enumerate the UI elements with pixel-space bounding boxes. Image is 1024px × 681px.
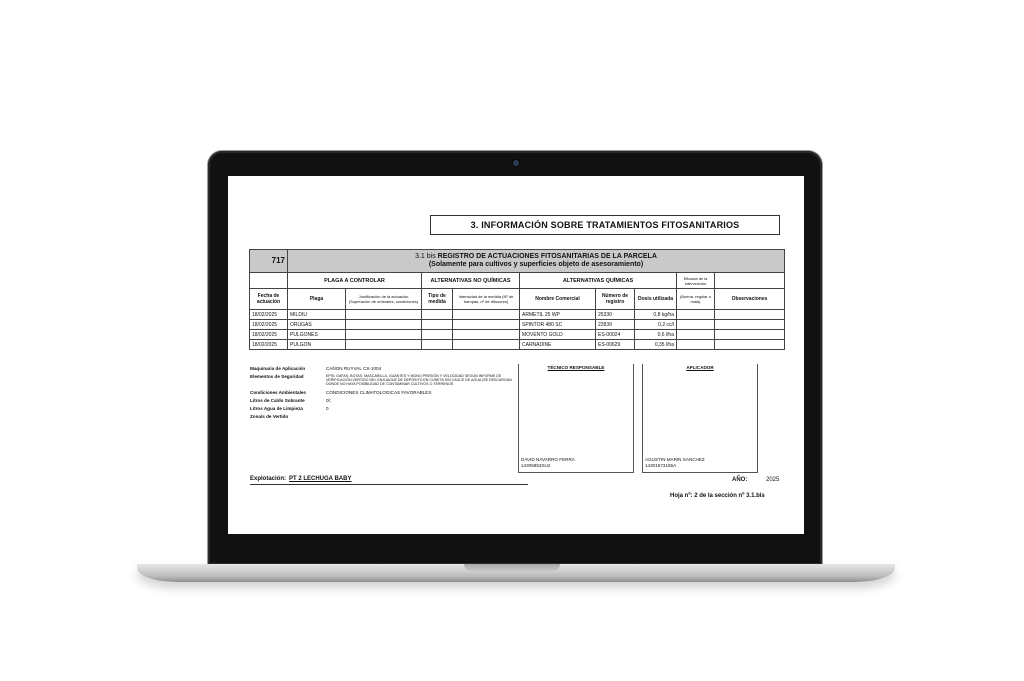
aplicador-name: AGUSTIN MARIN SANCHEZ: [645, 457, 705, 462]
anio-value: 2025: [766, 477, 780, 483]
cell-dosis: 0,6 l/ha: [635, 330, 677, 340]
header-line-2: (Solamente para cultivos y superficies objeto de asesoramiento): [428, 261, 644, 268]
cell-registro: ES-00024: [596, 330, 635, 340]
treatments-table: [249, 249, 785, 350]
table-row: [250, 340, 785, 350]
cell-registro: ES-00629: [596, 340, 635, 350]
page-section-info: Hoja nº: 2 de la sección nº 3.1.bis: [670, 493, 765, 499]
limpieza-value: 0: [326, 405, 329, 411]
cell-producto: CARNADINE: [520, 340, 596, 350]
section-eficacia: Eficacia de la intervención: [677, 273, 715, 289]
explotacion-underline: [250, 484, 528, 485]
cell-registro: 22839: [596, 320, 635, 330]
section-alternativas-no-quimicas: ALTERNATIVAS NO QUÍMICAS: [422, 273, 520, 289]
column-header-row: [250, 289, 785, 310]
limpieza-label: Litros Agua de Limpieza: [250, 405, 303, 411]
section-plaga: PLAGA A CONTROLAR: [288, 273, 422, 289]
record-number: 717: [250, 250, 288, 273]
seguridad-label: Elementos de Seguridad: [250, 374, 304, 379]
maquinaria-value: CAÑON RUYVAL CS-1004: [326, 366, 382, 371]
caldo-value: 0l;: [326, 397, 331, 403]
header-prefix: 3.1 bis: [415, 253, 436, 260]
aplicador-signature-box: [642, 364, 758, 473]
cell-dosis: 0,2 cc/l: [635, 320, 677, 330]
anio-label: AÑO:: [732, 477, 748, 483]
aplicador-title: APLICADOR: [686, 365, 714, 370]
condiciones-value: CONDICIONES CLIMATOLOGICAS FAVORABLES: [326, 389, 432, 395]
laptop-opening-notch: [464, 564, 560, 571]
explotacion: [250, 476, 351, 482]
phytosanitary-record-document: [228, 176, 804, 534]
header-line-1: REGISTRO DE ACTUACIONES FITOSANITARIAS DE LA PARCELA: [437, 253, 657, 260]
tecnico-title: TÉCNICO RESPONSABLE: [547, 365, 605, 370]
tecnico-name: DAVID NAVARRO FERRA: [521, 457, 575, 462]
cell-fecha: 18/02/2025: [250, 310, 288, 320]
cell-producto: ARMETIL 25 WP: [520, 310, 596, 320]
caldo-label: Litros de Caldo Sobrante: [250, 397, 305, 403]
explotacion-value: PT 2 LECHUGA BABY: [289, 476, 352, 482]
cell-dosis: 0,8 kg/ha: [635, 310, 677, 320]
explotacion-label: Explotación:: [250, 476, 287, 482]
col-observaciones: Observaciones: [715, 289, 785, 310]
cell-plaga: PULGON: [288, 340, 346, 350]
cell-fecha: 18/02/2025: [250, 330, 288, 340]
application-info: [250, 366, 520, 422]
seguridad-value: EPIS: GAFAS, BOTAS, MASCARILLA, GUANTES Y MONO PRESIÓN Y VELOCIDAD SEGÚN INFORME DE VERIFICACIÓN VERTIDO DEL ENJUAGUE DE DEPÓSITO EN CUNETA SIN CAUCE DE AGUA (SE DESCARGAN DONDE NO HAYA POSIBILIDAD DE CONTAMINAR CULTIVOS O TERRENOS: [326, 374, 512, 387]
col-numero-registro: Número de registro: [596, 289, 635, 310]
cell-fecha: 18/02/2025: [250, 320, 288, 330]
cell-dosis: 0,35 l/ha: [635, 340, 677, 350]
tecnico-signature-box: [518, 364, 634, 473]
tecnico-id: 14305853SU2: [521, 462, 551, 468]
table-header-row: [250, 250, 785, 273]
table-row: [250, 330, 785, 340]
section-alternativas-quimicas: ALTERNATIVAS QUÍMICAS: [520, 273, 677, 289]
cell-plaga: MILDIU: [288, 310, 346, 320]
cell-producto: MOVENTO GOLD: [520, 330, 596, 340]
document-title: 3. INFORMACIÓN SOBRE TRATAMIENTOS FITOSANITARIOS: [430, 215, 780, 235]
laptop-screen: [228, 176, 804, 534]
vertido-label: Zona/s de Vertido: [250, 413, 289, 419]
col-plaga: Plaga: [288, 289, 346, 310]
cell-fecha: 18/02/2025: [250, 340, 288, 350]
col-nombre-comercial: Nombre Comercial: [520, 289, 596, 310]
condiciones-label: Condiciones Ambientales: [250, 389, 306, 395]
cell-producto: SPINTOR 480 SC: [520, 320, 596, 330]
table-row: [250, 310, 785, 320]
table-row: [250, 320, 785, 330]
col-intensidad: Intensidad de la medida (Nº de trampas, nº de difusores): [453, 289, 520, 310]
cell-plaga: PULGONES: [288, 330, 346, 340]
section-header-row: [250, 273, 785, 289]
col-dosis: Dosis utilizada: [635, 289, 677, 310]
aplicador-id: 14301673155A: [645, 462, 677, 468]
webcam-icon: [513, 160, 519, 166]
col-eficacia: (Buena, regular o mala): [677, 289, 715, 310]
col-tipo-medida: Tipo de medida: [422, 289, 453, 310]
table-main-header: [288, 250, 785, 273]
col-justificacion: Justificación de la actuación (Superación de umbrales, condiciones): [346, 289, 422, 310]
col-fecha: Fecha de actuación: [250, 289, 288, 310]
cell-registro: 25330: [596, 310, 635, 320]
maquinaria-label: Maquinaria de Aplicación: [250, 366, 306, 371]
cell-plaga: ORUGAS: [288, 320, 346, 330]
